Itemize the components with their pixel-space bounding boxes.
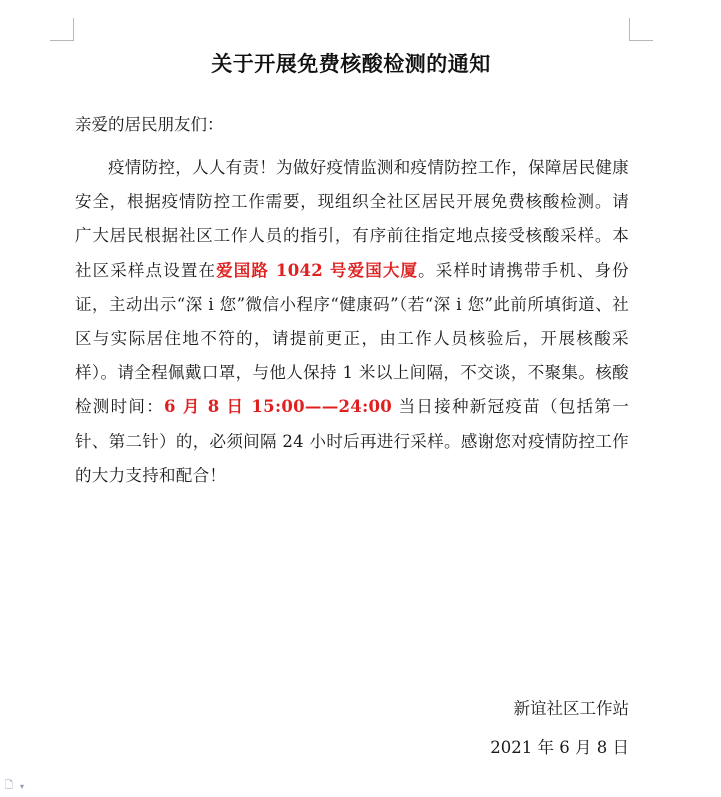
document-date: 2021 年 6 月 8 日 [490, 738, 629, 757]
chevron-down-icon[interactable]: ▾ [20, 782, 25, 791]
body-text-part-1: 疫情防控，人人有责！为做好疫情监测和疫情防控工作，保障居民健康安全，根据疫情防控工作需要，现组织全社区居民开展免费核酸检测。请广大居民根据社区工作人员的指引，有序前往指定地点接受核酸采样。本社区采样点设置在 [75, 158, 629, 280]
document-title: 关于开展免费核酸检测的通知 [211, 51, 491, 76]
page-margin-mark-top-right [629, 18, 653, 41]
salutation: 亲爱的居民朋友们： [75, 115, 224, 134]
body-text-part-2: 。采样时请携带手机、身份证，主动出示“深 i 您”微信小程序“健康码”（若“深 i 您”此前所填街道、社区与实际居住地不符的，请提前更正，由工作人员核验后，开展核酸采样）。请全程佩戴口罩，与他人保持 1 米以上间隔，不交谈，不聚集。核酸检测时间： [75, 260, 629, 417]
signature: 新谊社区工作站 [513, 699, 629, 718]
testing-time: 6 月 8 日 15:00——24:00 [164, 397, 393, 417]
body-paragraph [75, 151, 629, 493]
document-status-icon[interactable]: 🗋 [5, 780, 14, 791]
body-text-part-3: 当日接种新冠疫苗（包括第一针、第二针）的，必须间隔 24 小时后再进行采样。感谢您对疫情防控工作的大力支持和配合！ [75, 397, 630, 485]
page-margin-mark-top-left [50, 18, 74, 41]
sampling-location: 爱国路 1042 号爱国大厦 [216, 260, 419, 280]
